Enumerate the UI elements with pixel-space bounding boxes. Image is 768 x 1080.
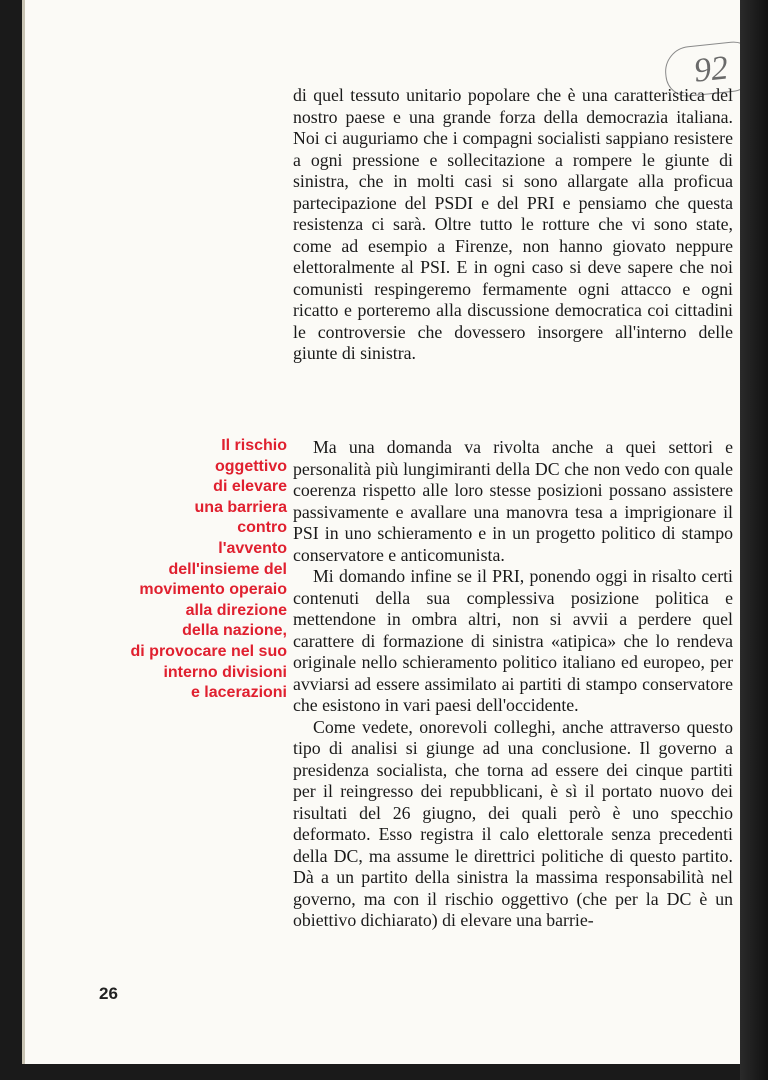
top-text-block: [293, 85, 733, 365]
scan-border: [740, 0, 768, 1080]
paragraph: Ma una domanda va rivolta anche a quei settori e personalità più lungimiranti della DC che non vedo con quale coerenza rispetto alle loro stesse posizioni possano assistere passivamente e avallare una manovra tesa a imprigionare il PSI in uno schieramento e in un progetto politico di stampo conservatore e anticomunista.: [293, 437, 733, 565]
paragraph: Come vedete, onorevoli colleghi, anche attraverso questo tipo di analisi si giunge ad una conclusione. Il governo a presidenza socialista, che torna ad essere dei cinque partiti per il reingresso dei repubblicani, è sì il portato nuovo dei risultati del 26 giugno, dei quali però è uno specchio deformato. Esso registra il calo elettorale senza precedenti della DC, ma assume le direttrici politiche di questo partito. Dà a un partito della sinistra la massima responsabilità nel governo, ma con il rischio oggettivo (che per la DC è un obiettivo dichiarato) di elevare una barrie-: [293, 716, 733, 930]
main-text-block: [293, 437, 733, 932]
pull-quote-line: di elevare: [213, 478, 287, 496]
pull-quote-line: contro: [237, 519, 287, 537]
pull-quote-line: interno divisioni: [163, 663, 287, 681]
pull-quote-line: e lacerazioni: [190, 684, 287, 702]
paragraph: Mi domando infine se il PRI, ponendo oggi in risalto certi contenuti della sua complessiva posizione politica e mettendone in ombra altri, non si avvii a perdere quel carattere di formazione di sinistra «atipica» che lo rendeva originale nello schieramento politico italiano ed europeo, per avviarsi ad essere assimilato ai partiti di stampo conservatore che esistono in vari paesi dell'occidente.: [293, 566, 733, 715]
pull-quote-line: dell'insieme del: [168, 560, 287, 578]
pull-quote-line: di provocare nel suo: [130, 642, 287, 660]
pull-quote: [81, 436, 287, 704]
pull-quote-line: alla direzione: [185, 601, 287, 619]
document-page: [22, 0, 740, 1064]
pull-quote-line: Il rischio: [221, 437, 287, 454]
pull-quote-line: oggettivo: [215, 457, 287, 475]
pull-quote-line: della nazione,: [182, 622, 287, 640]
pull-quote-line: una barriera: [194, 498, 287, 516]
pull-quote-line: l'avvento: [218, 539, 287, 557]
paragraph: di quel tessuto unitario popolare che è una caratteristica del nostro paese e una grande forza della democrazia italiana. Noi ci auguriamo che i compagni socialisti sappiano resistere a ogni pressione e sollecitazione a rompere le giunte di sinistra, che in molti casi si sono allargate alla proficua partecipazione del PSDI e del PRI e pensiamo che questa resistenza ci sarà. Oltre tutto le rotture che vi sono state, come ad esempio a Firenze, non hanno giovato neppure elettoralmente al PSI. E in ogni caso si deve sapere che noi comunisti respingeremo fermamente ogni attacco e ogni ricatto e porteremo alla discussione democratica coi cittadini le controversie che dovessero insorgere all'interno delle giunte di sinistra.: [293, 85, 733, 363]
pull-quote-line: movimento operaio: [139, 581, 287, 599]
handwritten-folio-number: 92: [663, 39, 760, 98]
page-number: 26: [99, 984, 118, 1003]
